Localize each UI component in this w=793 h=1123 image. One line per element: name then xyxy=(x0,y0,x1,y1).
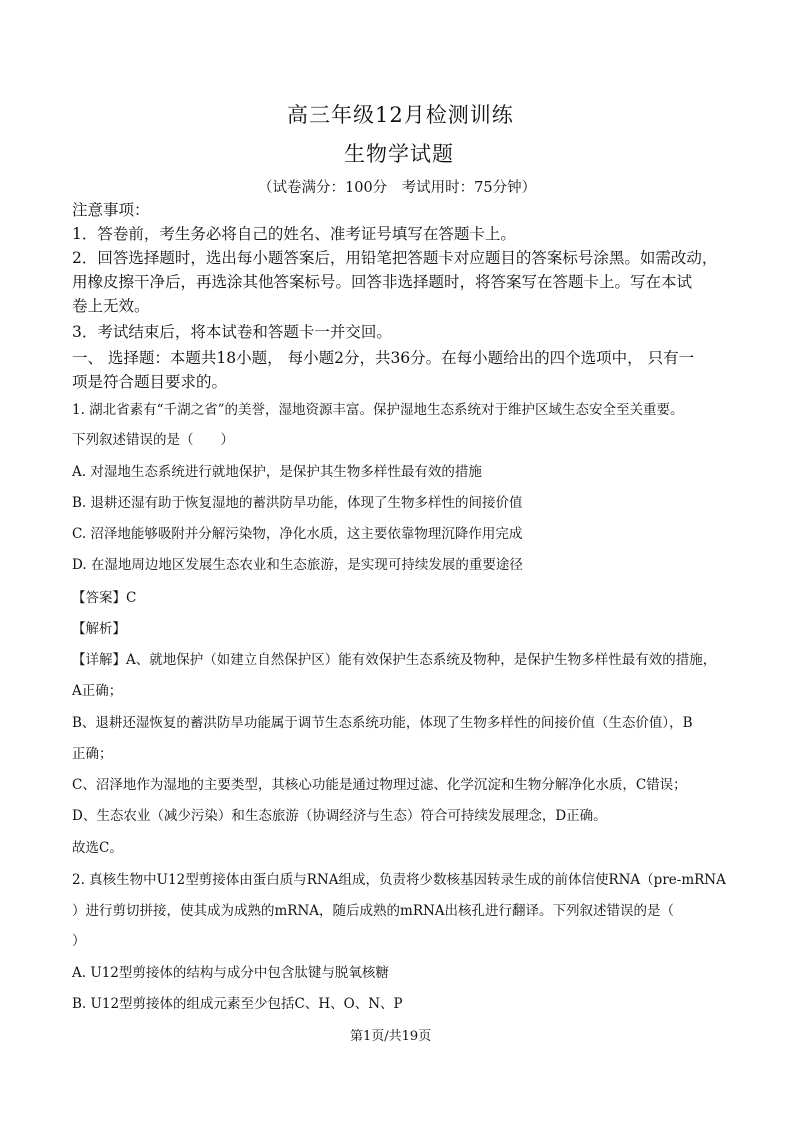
q1-detail-line-4: 正确； xyxy=(72,746,113,762)
q1-option-c: C. 沼泽地能够吸附并分解污染物，净化水质，这主要依靠物理沉降作用完成 xyxy=(72,526,523,542)
q1-conclusion: 故选C。 xyxy=(72,840,123,856)
q2-option-b: B. U12型剪接体的组成元素至少包括C、H、O、N、P xyxy=(72,996,403,1012)
q1-stem-line-2: 下列叙述错误的是（ ） xyxy=(72,432,234,448)
section-1-line-1: 一、 选择题：本题共18小题， 每小题2分，共36分。在每小题给出的四个选项中， 只有一 xyxy=(72,349,695,367)
notice-item-2-line-3: 卷上无效。 xyxy=(72,297,150,315)
notice-item-1: 1．答卷前，考生务必将自己的姓名、准考证号填写在答题卡上。 xyxy=(72,225,516,243)
notice-item-2-line-2: 用橡皮擦干净后，再选涂其他答案标号。回答非选择题时，将答案写在答题卡上。写在本试 xyxy=(72,273,693,291)
q1-detail-line-2: A正确； xyxy=(72,683,123,699)
exam-subject: 生物学试题 xyxy=(344,142,454,166)
q1-analysis-label: 【解析】 xyxy=(72,621,126,637)
q2-option-a: A. U12型剪接体的结构与成分中包含肽键与脱氧核糖 xyxy=(72,965,389,981)
q1-detail-line-1: 【详解】A、就地保护（如建立自然保护区）能有效保护生态系统及物种，是保护生物多样性最有效的措施， xyxy=(72,652,717,668)
exam-meta: （试卷满分：100分 考试用时：75分钟） xyxy=(258,180,537,196)
q1-option-a: A. 对湿地生态系统进行就地保护，是保护其生物多样性最有效的措施 xyxy=(72,464,482,480)
notice-item-2-line-1: 2．回答选择题时，选出每小题答案后，用铅笔把答题卡对应题目的答案标号涂黑。如需改动， xyxy=(72,249,718,267)
page-footer: 第1页/共19页 xyxy=(350,1029,432,1044)
exam-title: 高三年级12月检测训练 xyxy=(287,103,514,127)
section-1-line-2: 项是符合题目要求的。 xyxy=(72,373,228,391)
q1-detail-line-5: C、沼泽地作为湿地的主要类型，其核心功能是通过物理过滤、化学沉淀和生物分解净化水质，C错误； xyxy=(72,777,687,793)
q1-answer: 【答案】C xyxy=(72,590,137,606)
notice-item-3: 3．考试结束后，将本试卷和答题卡一并交回。 xyxy=(72,323,392,341)
q2-stem-line-1: 2. 真核生物中U12型剪接体由蛋白质与RNA组成，负责将少数核基因转录生成的前体信使RNA（pre-mRNA xyxy=(72,872,726,888)
q1-stem-line-1: 1. 湖北省素有“千湖之省”的美誉，湿地资源丰富。保护湿地生态系统对于维护区域生态安全至关重要。 xyxy=(72,402,684,418)
q2-stem-line-3: ） xyxy=(72,933,86,949)
notice-heading: 注意事项： xyxy=(72,201,150,219)
q1-detail-line-6: D、生态农业（减少污染）和生态旅游（协调经济与生态）符合可持续发展理念，D正确。 xyxy=(72,808,607,824)
q2-stem-line-2: ）进行剪切拼接，使其成为成熟的mRNA，随后成熟的mRNA出核孔进行翻译。下列叙述错误的是（ xyxy=(72,903,675,919)
q1-option-d: D. 在湿地周边地区发展生态农业和生态旅游，是实现可持续发展的重要途径 xyxy=(72,557,523,573)
q1-detail-line-3: B、退耕还湿恢复的蓄洪防旱功能属于调节生态系统功能，体现了生物多样性的间接价值（生态价值），B xyxy=(72,715,693,731)
q1-option-b: B. 退耕还湿有助于恢复湿地的蓄洪防旱功能，体现了生物多样性的间接价值 xyxy=(72,495,523,511)
